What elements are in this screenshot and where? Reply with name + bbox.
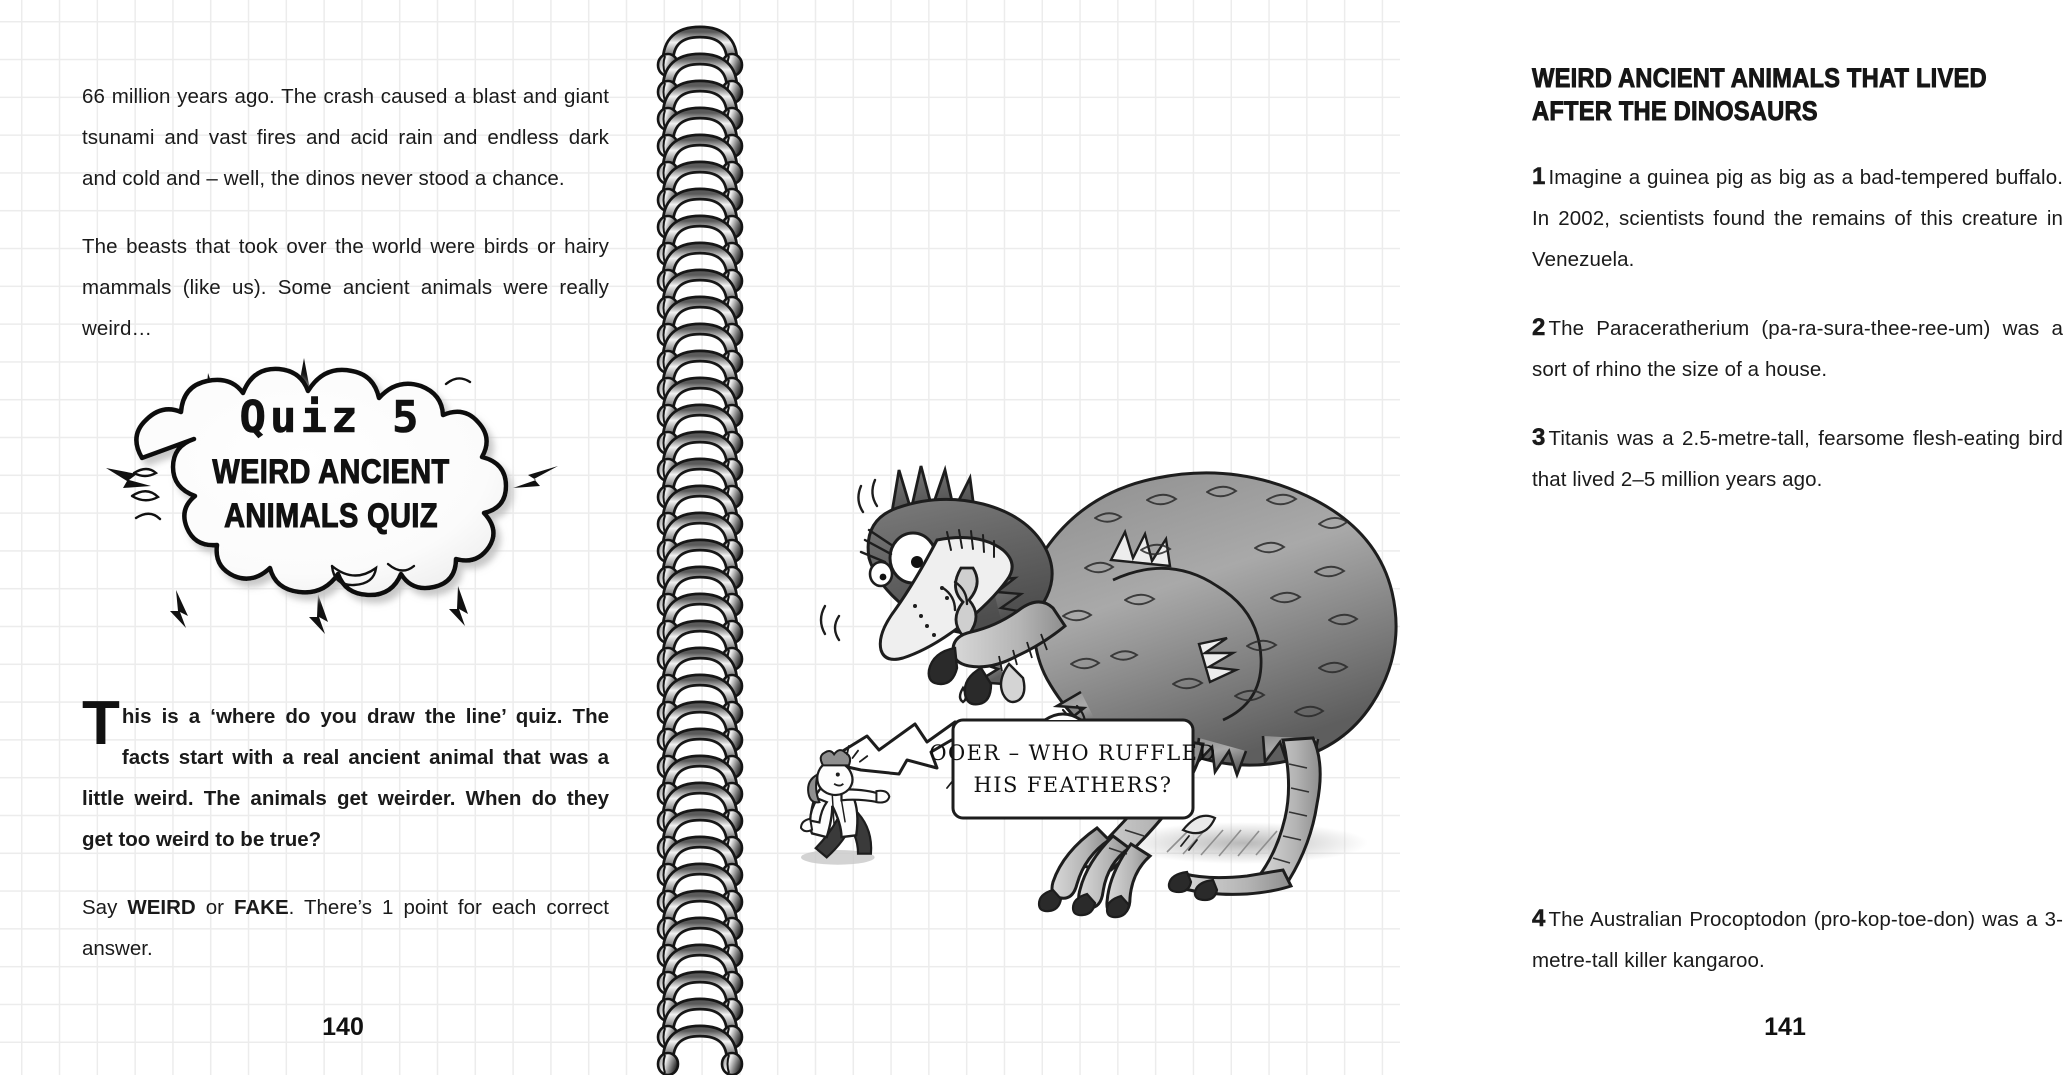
fact-text: Imagine a guinea pig as big as a bad-tempered buffalo. In 2002, scientists found the remains of this creature in Venezuela. bbox=[1532, 166, 2063, 271]
fact-item bbox=[1532, 156, 2063, 280]
scientist-head bbox=[817, 762, 852, 795]
section-heading bbox=[1532, 62, 2065, 128]
fact-item bbox=[1532, 898, 2063, 981]
quiz-instructions bbox=[82, 689, 609, 969]
quiz-bubble-text bbox=[96, 390, 566, 534]
section-heading-line-2: AFTER THE DINOSAURS bbox=[1532, 96, 1818, 126]
fact-number: 4 bbox=[1532, 905, 1546, 932]
answer-fake: FAKE bbox=[233, 896, 289, 919]
fact-number: 1 bbox=[1532, 163, 1546, 190]
answer-weird: WEIRD bbox=[127, 896, 196, 919]
claw bbox=[929, 648, 957, 684]
quiz-title-line-2: ANIMALS QUIZ bbox=[224, 497, 438, 535]
quiz-number: Quiz 5 bbox=[239, 392, 423, 443]
spiral-rings bbox=[658, 32, 742, 1075]
say-suffix: . There’s 1 point for each correct answer. bbox=[82, 896, 609, 960]
section-heading-line-1: WEIRD ANCIENT ANIMALS THAT LIVED bbox=[1532, 63, 1987, 93]
bird-pupil-small bbox=[880, 574, 887, 581]
claw bbox=[965, 668, 991, 704]
scientist-hand bbox=[876, 791, 889, 803]
speech-line-1: OOER – WHO RUFFLED bbox=[929, 741, 1217, 765]
page-number-left: 140 bbox=[322, 1013, 364, 1041]
paragraph: 66 million years ago. The crash caused a blast and giant tsunami and vast fires and acid rain and endless dark and cold and – well, the dinos never stood a chance. bbox=[82, 85, 609, 190]
bird-eye-small bbox=[870, 562, 892, 586]
fact-text: The Paraceratherium (pa-ra-sura-thee-ree-um) was a sort of rhino the size of a house. bbox=[1532, 317, 2063, 381]
fact-number: 3 bbox=[1532, 424, 1546, 451]
quiz-instructions-text: his is a ‘where do you draw the line’ quiz. The facts start with a real ancient animal that was a little weird. The animals get weirder. When do they get too weird to be true? bbox=[82, 705, 609, 851]
fact-item bbox=[1532, 307, 2063, 390]
drop-cap: T bbox=[82, 689, 120, 758]
speech-box bbox=[953, 720, 1193, 818]
spiral-binding bbox=[656, 28, 744, 1070]
speech-line-2: HIS FEATHERS? bbox=[973, 773, 1173, 797]
ground-shadow bbox=[1118, 822, 1368, 864]
say-prefix: Say bbox=[82, 896, 128, 919]
left-page-body-text bbox=[82, 76, 609, 349]
scientist-eye bbox=[836, 773, 840, 777]
fact-number: 2 bbox=[1532, 314, 1546, 341]
quiz-title-line-1: WEIRD ANCIENT bbox=[212, 453, 450, 491]
say-or: or bbox=[195, 896, 234, 919]
scientist-hand bbox=[801, 819, 812, 832]
fact-text: The Australian Procoptodon (pro-kop-toe-don) was a 3-metre-tall killer kangaroo. bbox=[1532, 908, 2063, 972]
paragraph: The beasts that took over the world were birds or hairy mammals (like us). Some ancient animals were really weird… bbox=[82, 235, 609, 340]
right-page-body-text-lower bbox=[1532, 898, 2063, 981]
fact-text: Titanis was a 2.5-metre-tall, fearsome flesh-eating bird that lived 2–5 million years ago. bbox=[1532, 427, 2063, 491]
quiz-title-bubble bbox=[96, 318, 566, 625]
scoring-paragraph bbox=[82, 887, 609, 969]
quiz-instructions-paragraph bbox=[82, 689, 609, 860]
speech-bubble bbox=[797, 714, 1217, 818]
fact-item bbox=[1532, 417, 2063, 500]
left-page bbox=[0, 0, 660, 1075]
claw bbox=[1001, 664, 1024, 702]
titanis-bird-illustration bbox=[795, 420, 1400, 890]
right-page-body-text bbox=[1532, 62, 2063, 527]
page-number-right: 141 bbox=[1764, 1013, 1806, 1041]
